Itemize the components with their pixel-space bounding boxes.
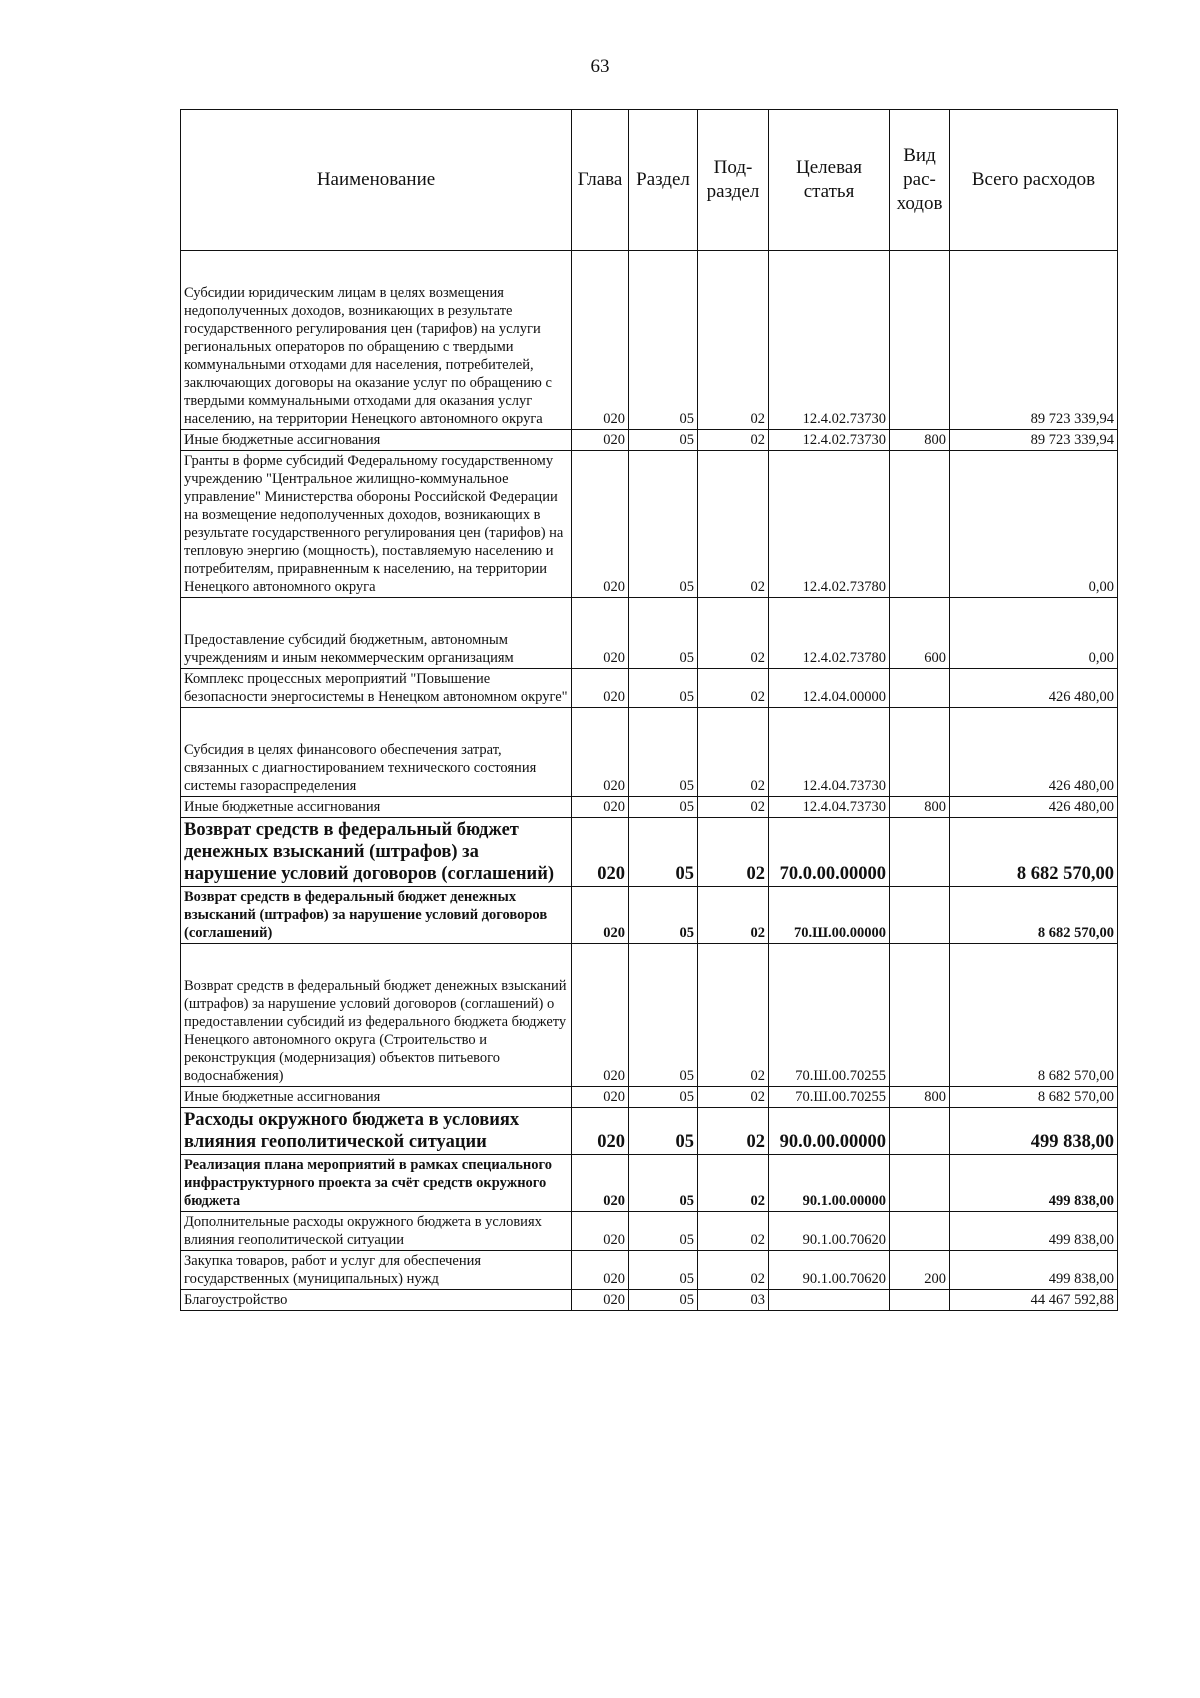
cell-vsego-rashodov: 0,00 [950, 451, 1118, 598]
cell-podrazdel: 02 [698, 1251, 769, 1290]
cell-tselevaya-statya: 12.4.04.73730 [769, 797, 890, 818]
table-row [181, 797, 1118, 818]
cell-name: Благоустройство [181, 1290, 572, 1311]
cell-glava: 020 [572, 1251, 629, 1290]
cell-tselevaya-statya: 70.0.00.00000 [769, 818, 890, 887]
spacer-cell [890, 598, 950, 631]
cell-vsego-rashodov: 426 480,00 [950, 797, 1118, 818]
cell-vid-rashodov: 800 [890, 1087, 950, 1108]
header-tselevaya-statya: Целевая статья [769, 110, 890, 251]
spacer-cell [572, 944, 629, 977]
cell-tselevaya-statya: 12.4.02.73730 [769, 283, 890, 430]
cell-podrazdel: 02 [698, 430, 769, 451]
cell-tselevaya-statya: 12.4.04.00000 [769, 669, 890, 708]
cell-glava: 020 [572, 797, 629, 818]
spacer-cell [629, 598, 698, 631]
cell-vid-rashodov [890, 451, 950, 598]
cell-razdel: 05 [629, 669, 698, 708]
spacer-cell [890, 251, 950, 284]
spacer-row [181, 708, 1118, 741]
table-row [181, 740, 1118, 797]
cell-razdel: 05 [629, 976, 698, 1087]
spacer-row [181, 944, 1118, 977]
cell-podrazdel: 02 [698, 818, 769, 887]
spacer-cell [950, 251, 1118, 284]
table-row [181, 818, 1118, 887]
cell-vid-rashodov [890, 976, 950, 1087]
cell-name: Гранты в форме субсидий Федеральному государственному учреждению "Центральное жилищно-коммунальное управление" Министерства обороны Российской Федерации на возмещение недополученных доходов, возникающих в результате государственного регулирования цен (тарифов) на тепловую энергию (мощность), поставляемую населению и потребителям, приравненным к населению, на территории Ненецкого автономного округа [181, 451, 572, 598]
cell-razdel: 05 [629, 1155, 698, 1212]
cell-razdel: 05 [629, 887, 698, 944]
cell-tselevaya-statya: 90.0.00.00000 [769, 1108, 890, 1155]
cell-name: Возврат средств в федеральный бюджет денежных взысканий (штрафов) за нарушение условий договоров (соглашений) о предоставлении субсидий из федерального бюджета бюджету Ненецкого автономного округа (Строительство и реконструкция (модернизация) объектов питьевого водоснабжения) [181, 976, 572, 1087]
cell-name: Закупка товаров, работ и услуг для обеспечения государственных (муниципальных) нужд [181, 1251, 572, 1290]
cell-podrazdel: 02 [698, 1212, 769, 1251]
cell-vsego-rashodov: 89 723 339,94 [950, 430, 1118, 451]
cell-vid-rashodov [890, 1155, 950, 1212]
cell-razdel: 05 [629, 1108, 698, 1155]
cell-glava: 020 [572, 887, 629, 944]
cell-podrazdel: 02 [698, 887, 769, 944]
cell-vid-rashodov [890, 283, 950, 430]
spacer-cell [698, 598, 769, 631]
spacer-cell [629, 944, 698, 977]
table-row [181, 669, 1118, 708]
cell-glava: 020 [572, 669, 629, 708]
cell-name: Субсидия в целях финансового обеспечения затрат, связанных с диагностированием технического состояния системы газораспределения [181, 740, 572, 797]
cell-tselevaya-statya: 90.1.00.00000 [769, 1155, 890, 1212]
cell-vid-rashodov [890, 1212, 950, 1251]
header-razdel: Раздел [629, 110, 698, 251]
cell-razdel: 05 [629, 451, 698, 598]
table-row [181, 887, 1118, 944]
cell-vid-rashodov: 600 [890, 630, 950, 669]
spacer-row [181, 598, 1118, 631]
cell-tselevaya-statya: 70.Ш.00.00000 [769, 887, 890, 944]
cell-vid-rashodov [890, 740, 950, 797]
cell-vsego-rashodov: 499 838,00 [950, 1212, 1118, 1251]
cell-name: Комплекс процессных мероприятий "Повышение безопасности энергосистемы в Ненецком автономном округе" [181, 669, 572, 708]
table-body [181, 251, 1118, 1311]
cell-glava: 020 [572, 976, 629, 1087]
cell-tselevaya-statya: 12.4.02.73780 [769, 630, 890, 669]
header-name: Наименование [181, 110, 572, 251]
cell-tselevaya-statya: 90.1.00.70620 [769, 1251, 890, 1290]
cell-glava: 020 [572, 630, 629, 669]
spacer-cell [698, 251, 769, 284]
cell-tselevaya-statya: 70.Ш.00.70255 [769, 976, 890, 1087]
cell-vid-rashodov [890, 887, 950, 944]
table-row [181, 976, 1118, 1087]
cell-name: Возврат средств в федеральный бюджет денежных взысканий (штрафов) за нарушение условий договоров (соглашений) [181, 818, 572, 887]
cell-razdel: 05 [629, 430, 698, 451]
cell-glava: 020 [572, 1290, 629, 1311]
spacer-cell [572, 251, 629, 284]
cell-razdel: 05 [629, 283, 698, 430]
spacer-cell [698, 944, 769, 977]
spacer-row [181, 251, 1118, 284]
cell-vid-rashodov: 800 [890, 797, 950, 818]
cell-vid-rashodov [890, 669, 950, 708]
page-number: 63 [590, 56, 610, 77]
spacer-cell [629, 251, 698, 284]
cell-podrazdel: 02 [698, 669, 769, 708]
cell-tselevaya-statya [769, 1290, 890, 1311]
spacer-cell [769, 598, 890, 631]
cell-podrazdel: 02 [698, 1087, 769, 1108]
cell-glava: 020 [572, 451, 629, 598]
spacer-cell [181, 708, 572, 741]
cell-glava: 020 [572, 1155, 629, 1212]
spacer-cell [181, 944, 572, 977]
cell-podrazdel: 03 [698, 1290, 769, 1311]
cell-vsego-rashodov: 0,00 [950, 630, 1118, 669]
cell-razdel: 05 [629, 1251, 698, 1290]
cell-podrazdel: 02 [698, 630, 769, 669]
spacer-cell [698, 708, 769, 741]
table-row [181, 1108, 1118, 1155]
cell-name: Иные бюджетные ассигнования [181, 430, 572, 451]
cell-vsego-rashodov: 8 682 570,00 [950, 887, 1118, 944]
spacer-cell [181, 598, 572, 631]
cell-name: Предоставление субсидий бюджетным, автономным учреждениям и иным некоммерческим организациям [181, 630, 572, 669]
table-row [181, 430, 1118, 451]
cell-vid-rashodov: 200 [890, 1251, 950, 1290]
cell-tselevaya-statya: 12.4.04.73730 [769, 740, 890, 797]
cell-tselevaya-statya: 70.Ш.00.70255 [769, 1087, 890, 1108]
cell-podrazdel: 02 [698, 1108, 769, 1155]
table-row [181, 1290, 1118, 1311]
header-vid-rashodov: Вид рас- ходов [890, 110, 950, 251]
table-row [181, 1155, 1118, 1212]
table-row [181, 451, 1118, 598]
cell-podrazdel: 02 [698, 740, 769, 797]
cell-vsego-rashodov: 499 838,00 [950, 1155, 1118, 1212]
cell-glava: 020 [572, 1087, 629, 1108]
table-row [181, 283, 1118, 430]
cell-razdel: 05 [629, 818, 698, 887]
cell-vid-rashodov [890, 1108, 950, 1155]
cell-podrazdel: 02 [698, 283, 769, 430]
cell-tselevaya-statya: 90.1.00.70620 [769, 1212, 890, 1251]
cell-razdel: 05 [629, 797, 698, 818]
header-glava: Глава [572, 110, 629, 251]
cell-name: Дополнительные расходы окружного бюджета в условиях влияния геополитической ситуации [181, 1212, 572, 1251]
cell-razdel: 05 [629, 1290, 698, 1311]
spacer-cell [181, 251, 572, 284]
cell-vid-rashodov: 800 [890, 430, 950, 451]
cell-name: Расходы окружного бюджета в условиях влияния геополитической ситуации [181, 1108, 572, 1155]
cell-vsego-rashodov: 499 838,00 [950, 1251, 1118, 1290]
table-row [181, 1212, 1118, 1251]
cell-glava: 020 [572, 1108, 629, 1155]
cell-vsego-rashodov: 44 467 592,88 [950, 1290, 1118, 1311]
cell-name: Иные бюджетные ассигнования [181, 1087, 572, 1108]
cell-vsego-rashodov: 8 682 570,00 [950, 818, 1118, 887]
cell-vsego-rashodov: 8 682 570,00 [950, 1087, 1118, 1108]
table-header [181, 110, 1118, 251]
spacer-cell [769, 708, 890, 741]
spacer-cell [572, 598, 629, 631]
cell-vsego-rashodov: 426 480,00 [950, 740, 1118, 797]
header-podrazdel: Под- раздел [698, 110, 769, 251]
cell-vsego-rashodov: 426 480,00 [950, 669, 1118, 708]
spacer-cell [950, 944, 1118, 977]
cell-razdel: 05 [629, 1087, 698, 1108]
table-row [181, 1087, 1118, 1108]
cell-vid-rashodov [890, 1290, 950, 1311]
cell-glava: 020 [572, 430, 629, 451]
spacer-cell [769, 251, 890, 284]
cell-vsego-rashodov: 8 682 570,00 [950, 976, 1118, 1087]
budget-table [180, 109, 1118, 1311]
cell-tselevaya-statya: 12.4.02.73730 [769, 430, 890, 451]
table-row [181, 1251, 1118, 1290]
spacer-cell [950, 598, 1118, 631]
cell-podrazdel: 02 [698, 451, 769, 598]
cell-tselevaya-statya: 12.4.02.73780 [769, 451, 890, 598]
cell-razdel: 05 [629, 740, 698, 797]
cell-glava: 020 [572, 818, 629, 887]
cell-glava: 020 [572, 740, 629, 797]
cell-glava: 020 [572, 283, 629, 430]
cell-podrazdel: 02 [698, 1155, 769, 1212]
cell-podrazdel: 02 [698, 976, 769, 1087]
spacer-cell [890, 944, 950, 977]
header-vsego-rashodov: Всего расходов [950, 110, 1118, 251]
cell-razdel: 05 [629, 630, 698, 669]
cell-name: Реализация плана мероприятий в рамках специального инфраструктурного проекта за счёт средств окружного бюджета [181, 1155, 572, 1212]
cell-name: Возврат средств в федеральный бюджет денежных взысканий (штрафов) за нарушение условий договоров (соглашений) [181, 887, 572, 944]
spacer-cell [890, 708, 950, 741]
cell-name: Субсидии юридическим лицам в целях возмещения недополученных доходов, возникающих в результате государственного регулирования цен (тарифов) на услуги региональных операторов по обращению с твердыми коммунальными отходами для населения, потребителей, заключающих договоры на оказание услуг по обращению с твердыми коммунальными отходами для оказания услуг населению, на территории Ненецкого автономного округа [181, 283, 572, 430]
spacer-cell [572, 708, 629, 741]
spacer-cell [629, 708, 698, 741]
cell-glava: 020 [572, 1212, 629, 1251]
cell-vsego-rashodov: 89 723 339,94 [950, 283, 1118, 430]
spacer-cell [769, 944, 890, 977]
cell-name: Иные бюджетные ассигнования [181, 797, 572, 818]
spacer-cell [950, 708, 1118, 741]
cell-razdel: 05 [629, 1212, 698, 1251]
cell-vid-rashodov [890, 818, 950, 887]
cell-vsego-rashodov: 499 838,00 [950, 1108, 1118, 1155]
table-row [181, 630, 1118, 669]
cell-podrazdel: 02 [698, 797, 769, 818]
